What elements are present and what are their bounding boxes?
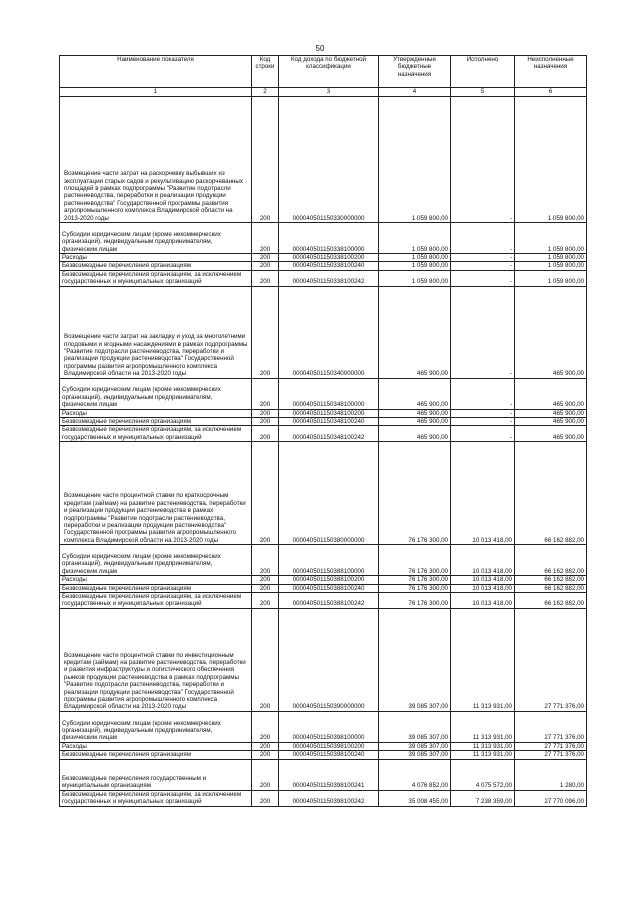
row-approved: 465 900,00 bbox=[379, 378, 451, 409]
table-row bbox=[60, 790, 587, 806]
row-remaining: 465 900,00 bbox=[515, 418, 587, 426]
table-row bbox=[60, 286, 587, 378]
table-row bbox=[60, 711, 587, 742]
row-budget-code: 000040501150398100241 bbox=[279, 759, 379, 790]
row-executed: 10 013 418,00 bbox=[451, 442, 515, 545]
row-executed: 10 013 418,00 bbox=[451, 576, 515, 584]
row-name: Возмещение части затрат на раскорчевку выбывших из эксплуатации старых садов и рекультивацию раскорчеванных площадей в рамках подпрограммы "Развитие подотрасли растениеводства, переработки и реализации продукции растениеводства" Государственной программы развития агропромышленного комплекса Владимирской области на 2013-2020 годы bbox=[60, 97, 252, 223]
column-number: 2 bbox=[252, 88, 279, 97]
row-line-code: 200 bbox=[252, 262, 279, 270]
table-row bbox=[60, 584, 587, 592]
row-name: Безвозмездные перечисления организациям bbox=[60, 262, 252, 270]
row-line-code: 200 bbox=[252, 608, 279, 711]
row-budget-code: 000040501150348100000 bbox=[279, 378, 379, 409]
header-executed: Исполнено bbox=[451, 56, 515, 88]
row-approved: 465 900,00 bbox=[379, 286, 451, 378]
table-row bbox=[60, 270, 587, 286]
row-approved: 39 085 307,00 bbox=[379, 751, 451, 759]
row-executed: 10 013 418,00 bbox=[451, 593, 515, 609]
table-row bbox=[60, 426, 587, 442]
row-name: Субсидии юридическим лицам (кроме некоммерческих организаций), индивидуальным предпринимателям, физическим лицам bbox=[60, 378, 252, 409]
row-name: Субсидии юридическим лицам (кроме некоммерческих организаций), индивидуальным предпринимателям, физическим лицам bbox=[60, 711, 252, 742]
row-approved: 1 059 800,00 bbox=[379, 97, 451, 223]
row-executed: - bbox=[451, 286, 515, 378]
row-budget-code: 000040501150388100240 bbox=[279, 584, 379, 592]
row-remaining: 1 059 800,00 bbox=[515, 254, 587, 262]
row-line-code: 200 bbox=[252, 584, 279, 592]
table-row bbox=[60, 442, 587, 545]
row-line-code: 200 bbox=[252, 545, 279, 576]
row-budget-code: 000040501150398100242 bbox=[279, 790, 379, 806]
row-executed: - bbox=[451, 426, 515, 442]
table-row bbox=[60, 418, 587, 426]
row-budget-code: 000040501150338100200 bbox=[279, 254, 379, 262]
row-name: Безвозмездные перечисления организациям, за исключением государственных и муниципальных организаций bbox=[60, 593, 252, 609]
row-line-code: 200 bbox=[252, 409, 279, 417]
row-budget-code: 000040501150390000000 bbox=[279, 608, 379, 711]
row-line-code: 200 bbox=[252, 418, 279, 426]
table-row bbox=[60, 759, 587, 790]
header-row bbox=[60, 56, 587, 88]
row-line-code: 200 bbox=[252, 254, 279, 262]
table-row bbox=[60, 545, 587, 576]
row-line-code: 200 bbox=[252, 270, 279, 286]
row-name: Безвозмездные перечисления организациям bbox=[60, 584, 252, 592]
row-name: Субсидии юридическим лицам (кроме некоммерческих организаций), индивидуальным предпринимателям, физическим лицам bbox=[60, 223, 252, 254]
row-approved: 1 059 800,00 bbox=[379, 254, 451, 262]
row-name: Безвозмездные перечисления организациям, за исключением государственных и муниципальных организаций bbox=[60, 426, 252, 442]
row-approved: 1 059 800,00 bbox=[379, 262, 451, 270]
row-line-code: 200 bbox=[252, 790, 279, 806]
row-budget-code: 000040501150380000000 bbox=[279, 442, 379, 545]
row-name: Расходы bbox=[60, 576, 252, 584]
row-approved: 76 176 300,00 bbox=[379, 584, 451, 592]
row-approved: 39 085 307,00 bbox=[379, 711, 451, 742]
row-executed: 11 313 931,00 bbox=[451, 711, 515, 742]
row-remaining: 66 162 882,00 bbox=[515, 576, 587, 584]
row-remaining: 1 059 800,00 bbox=[515, 97, 587, 223]
row-line-code: 200 bbox=[252, 442, 279, 545]
column-number-row bbox=[60, 88, 587, 97]
row-budget-code: 000040501150348100240 bbox=[279, 418, 379, 426]
row-executed: - bbox=[451, 223, 515, 254]
page-number: 50 bbox=[315, 44, 325, 53]
row-line-code: 200 bbox=[252, 759, 279, 790]
row-executed: 11 313 931,00 bbox=[451, 751, 515, 759]
row-executed: 11 313 931,00 bbox=[451, 608, 515, 711]
table-row bbox=[60, 254, 587, 262]
row-remaining: 465 900,00 bbox=[515, 286, 587, 378]
column-number: 3 bbox=[279, 88, 379, 97]
table-row bbox=[60, 409, 587, 417]
row-name: Безвозмездные перечисления государственным и муниципальным организациям bbox=[60, 759, 252, 790]
row-remaining: 27 771 376,00 bbox=[515, 751, 587, 759]
row-name: Безвозмездные перечисления организациям, за исключением государственных и муниципальных организаций bbox=[60, 790, 252, 806]
column-number: 4 bbox=[379, 88, 451, 97]
row-budget-code: 000040501150388100200 bbox=[279, 576, 379, 584]
row-name: Расходы bbox=[60, 254, 252, 262]
row-executed: 4 075 572,00 bbox=[451, 759, 515, 790]
row-executed: - bbox=[451, 254, 515, 262]
column-number: 5 bbox=[451, 88, 515, 97]
row-line-code: 200 bbox=[252, 426, 279, 442]
row-executed: - bbox=[451, 97, 515, 223]
table-row bbox=[60, 751, 587, 759]
row-remaining: 465 900,00 bbox=[515, 426, 587, 442]
row-name: Безвозмездные перечисления организациям bbox=[60, 418, 252, 426]
row-remaining: 66 162 882,00 bbox=[515, 584, 587, 592]
row-budget-code: 000040501150348100200 bbox=[279, 409, 379, 417]
row-budget-code: 000040501150398100000 bbox=[279, 711, 379, 742]
row-remaining: 66 162 882,00 bbox=[515, 442, 587, 545]
row-approved: 4 076 852,00 bbox=[379, 759, 451, 790]
row-remaining: 27 770 096,00 bbox=[515, 790, 587, 806]
row-line-code: 200 bbox=[252, 751, 279, 759]
row-line-code: 200 bbox=[252, 576, 279, 584]
table-row bbox=[60, 378, 587, 409]
row-name: Расходы bbox=[60, 409, 252, 417]
column-number: 1 bbox=[60, 88, 252, 97]
row-remaining: 66 162 882,00 bbox=[515, 593, 587, 609]
row-approved: 1 059 800,00 bbox=[379, 270, 451, 286]
header-line-code: Код строки bbox=[252, 56, 279, 88]
row-remaining: 27 771 376,00 bbox=[515, 608, 587, 711]
row-executed: 11 313 931,00 bbox=[451, 742, 515, 750]
row-line-code: 200 bbox=[252, 742, 279, 750]
row-remaining: 465 900,00 bbox=[515, 378, 587, 409]
row-name: Субсидии юридическим лицам (кроме некоммерческих организаций), индивидуальным предпринимателям, физическим лицам bbox=[60, 545, 252, 576]
table-row bbox=[60, 97, 587, 223]
row-remaining: 66 162 882,00 bbox=[515, 545, 587, 576]
row-executed: 10 013 418,00 bbox=[451, 584, 515, 592]
row-executed: - bbox=[451, 409, 515, 417]
header-approved: Утвержденные бюджетные назначения bbox=[379, 56, 451, 88]
row-approved: 1 059 800,00 bbox=[379, 223, 451, 254]
row-name: Безвозмездные перечисления организациям, за исключением государственных и муниципальных организаций bbox=[60, 270, 252, 286]
row-remaining: 1 280,00 bbox=[515, 759, 587, 790]
row-budget-code: 000040501150398100200 bbox=[279, 742, 379, 750]
row-budget-code: 000040501150338100242 bbox=[279, 270, 379, 286]
row-approved: 465 900,00 bbox=[379, 426, 451, 442]
column-number: 6 bbox=[515, 88, 587, 97]
table-row bbox=[60, 223, 587, 254]
row-approved: 39 085 307,00 bbox=[379, 742, 451, 750]
row-approved: 76 176 300,00 bbox=[379, 545, 451, 576]
header-budget-code: Код дохода по бюджетной классификации bbox=[279, 56, 379, 88]
table-row bbox=[60, 742, 587, 750]
row-budget-code: 000040501150330000000 bbox=[279, 97, 379, 223]
row-approved: 465 900,00 bbox=[379, 418, 451, 426]
row-line-code: 200 bbox=[252, 593, 279, 609]
row-line-code: 200 bbox=[252, 378, 279, 409]
row-executed: - bbox=[451, 262, 515, 270]
row-line-code: 200 bbox=[252, 223, 279, 254]
row-approved: 76 176 300,00 bbox=[379, 442, 451, 545]
row-budget-code: 000040501150348100242 bbox=[279, 426, 379, 442]
row-line-code: 200 bbox=[252, 711, 279, 742]
row-executed: 10 013 418,00 bbox=[451, 545, 515, 576]
row-remaining: 1 059 800,00 bbox=[515, 223, 587, 254]
row-approved: 76 176 300,00 bbox=[379, 576, 451, 584]
row-budget-code: 000040501150388100242 bbox=[279, 593, 379, 609]
row-remaining: 1 059 800,00 bbox=[515, 262, 587, 270]
row-name: Безвозмездные перечисления организациям bbox=[60, 751, 252, 759]
row-budget-code: 000040501150338100000 bbox=[279, 223, 379, 254]
row-remaining: 27 771 376,00 bbox=[515, 742, 587, 750]
header-remaining: Неисполненные назначения bbox=[515, 56, 587, 88]
row-executed: - bbox=[451, 270, 515, 286]
row-budget-code: 000040501150338100240 bbox=[279, 262, 379, 270]
row-name: Возмещение части затрат на закладку и уход за многолетними плодовыми и ягодными насаждениями в рамках подпрограммы "Развитие подотрасли растениеводства, переработки и реализации продукции растениеводства" Государственной программы развития агропромышленного комплекса Владимирской области на 2013-2020 годы bbox=[60, 286, 252, 378]
row-line-code: 200 bbox=[252, 97, 279, 223]
table-row bbox=[60, 576, 587, 584]
row-remaining: 27 771 376,00 bbox=[515, 711, 587, 742]
table-row bbox=[60, 608, 587, 711]
row-name: Возмещение части процентной ставки по инвестиционным кредитам (займам) на развитие растениеводства, переработки и развития инфраструктуры и логистического обеспечения рынков продукции растениеводства в рамках подпрограммы "Развитие подотрасли растениеводства, переработки и реализации продукции растениеводства" Государственной программы развития агропромышленного комплекса Владимирской области на 2013-2020 годы bbox=[60, 608, 252, 711]
row-line-code: 200 bbox=[252, 286, 279, 378]
table-row bbox=[60, 262, 587, 270]
row-budget-code: 000040501150340000000 bbox=[279, 286, 379, 378]
row-remaining: 1 059 800,00 bbox=[515, 270, 587, 286]
budget-execution-table bbox=[59, 55, 587, 807]
row-name: Возмещение части процентной ставки по краткосрочным кредитам (займам) на развитие растениеводства, переработки и реализации продукции растениеводства в рамках подпрограммы "Развитие подотрасли растениеводства, переработки и реализации продукции растениеводства" Государственной программы развития агропромышленного комплекса Владимирской области на 2013-2020 годы bbox=[60, 442, 252, 545]
row-approved: 39 085 307,00 bbox=[379, 608, 451, 711]
row-name: Расходы bbox=[60, 742, 252, 750]
row-budget-code: 000040501150388100000 bbox=[279, 545, 379, 576]
row-executed: 7 238 359,00 bbox=[451, 790, 515, 806]
row-executed: - bbox=[451, 378, 515, 409]
table-row bbox=[60, 593, 587, 609]
header-name: Наименование показателя bbox=[60, 56, 252, 88]
row-approved: 76 176 300,00 bbox=[379, 593, 451, 609]
row-budget-code: 000040501150398100240 bbox=[279, 751, 379, 759]
row-approved: 35 008 455,00 bbox=[379, 790, 451, 806]
row-approved: 465 900,00 bbox=[379, 409, 451, 417]
row-remaining: 465 900,00 bbox=[515, 409, 587, 417]
row-executed: - bbox=[451, 418, 515, 426]
